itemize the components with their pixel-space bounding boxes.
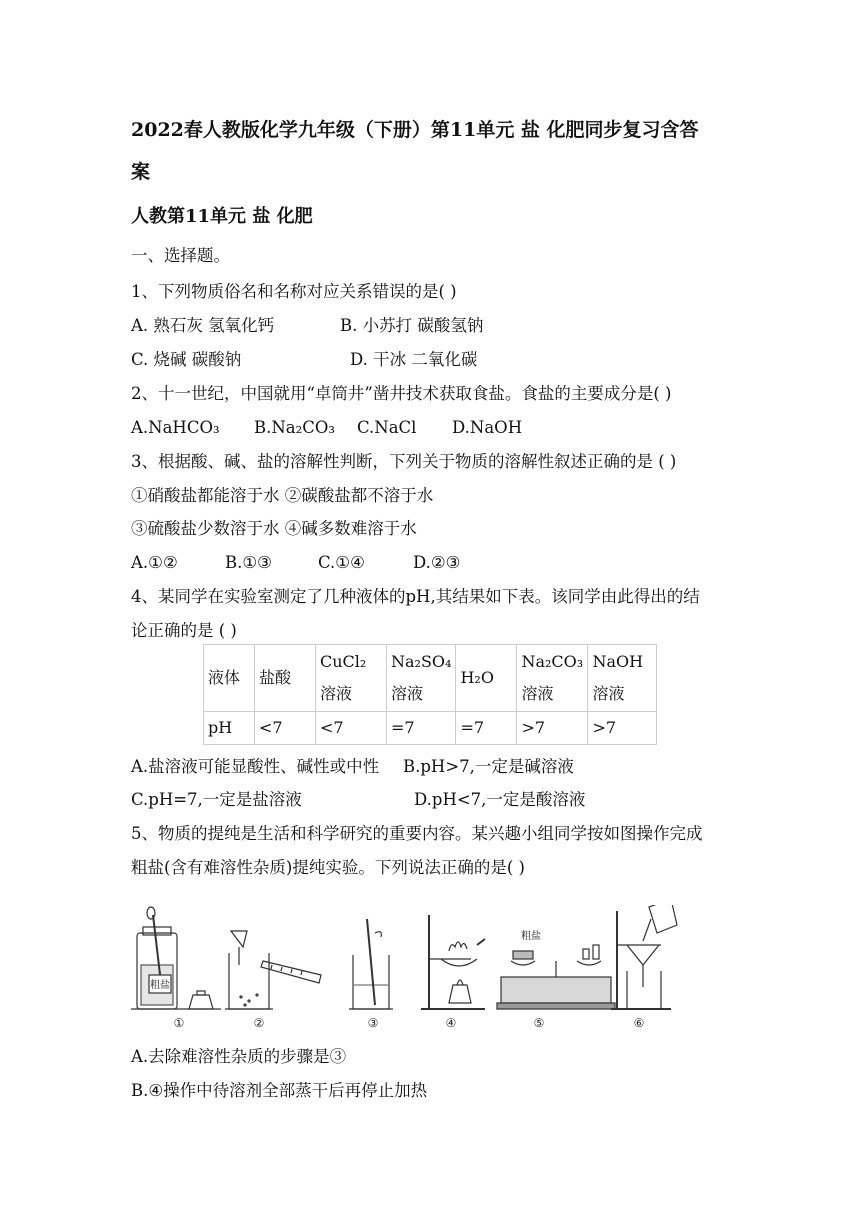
table-cell-line: 溶液 [320,684,353,703]
section-heading: 一、选择题。 [131,246,230,265]
stirring-beaker-icon [349,919,393,1009]
question-5-stem-line-1: 5、物质的提纯是生活和科学研究的重要内容。某兴趣小组同学按如图操作完成 [131,824,703,843]
question-2-stem: 2、十一世纪，中国就用“卓筒井”凿井技术获取食盐。食盐的主要成分是( ) [131,384,672,403]
figure-label-5: ⑤ [533,1016,545,1030]
question-5-option-a: A.去除难溶性杂质的步骤是③ [131,1047,347,1066]
question-4-option-a: A.盐溶液可能显酸性、碱性或中性 [131,757,380,776]
table-cell [517,645,588,712]
document-title-line-1: 2022春人教版化学九年级（下册）第11单元 盐 化肥同步复习含答 [131,119,699,141]
figure-label-3: ③ [367,1016,379,1030]
table-cell: 液体 [204,645,255,712]
question-5-stem-line-2: 粗盐(含有难溶性杂质)提纯实验。下列说法正确的是( ) [131,858,525,877]
ph-table [203,644,657,745]
question-1-option-a: A. 熟石灰 氢氧化钙 [131,316,275,335]
figure-label-1: ① [173,1016,185,1030]
question-3-option-c: C.①④ [318,553,365,572]
figure-label-6: ⑥ [633,1016,645,1030]
table-cell [316,645,387,712]
question-3-statements-1: ①硝酸盐都能溶于水 ②碳酸盐都不溶于水 [131,486,434,505]
evaporation-icon [421,915,485,1009]
table-cell: pH [204,712,255,745]
table-row [204,645,657,712]
table-cell: =7 [456,712,517,745]
filtration-icon [611,905,677,1009]
table-cell: >7 [517,712,588,745]
table-cell: H₂O [456,645,517,712]
table-cell: 盐酸 [255,645,316,712]
balance-icon [497,929,615,1009]
unit-subtitle: 人教第11单元 盐 化肥 [131,206,313,227]
question-3-option-b: B.①③ [225,553,272,572]
figure-label-4: ④ [445,1016,457,1030]
table-cell-line: Na₂SO₄ [391,652,452,671]
jar-label: 粗盐 [150,980,170,991]
reagent-jar-icon [131,907,221,1009]
table-cell: >7 [588,712,657,745]
question-4-option-c: C.pH=7,一定是盐溶液 [131,790,302,809]
question-3-stem: 3、根据酸、碱、盐的溶解性判断，下列关于物质的溶解性叙述正确的是 ( ) [131,452,677,471]
table-cell-line: 溶液 [391,684,424,703]
document-title-line-2: 案 [131,161,151,183]
question-4-stem-line-1: 4、某同学在实验室测定了几种液体的pH,其结果如下表。该同学由此得出的结 [131,587,700,606]
table-cell: <7 [255,712,316,745]
question-4-stem-line-2: 论正确的是 ( ) [131,621,237,640]
table-cell-line: CuCl₂ [320,652,367,671]
question-4-option-d: D.pH<7,一定是酸溶液 [414,790,586,809]
question-3-option-a: A.①② [131,553,178,572]
question-2-option-a: A.NaHCO₃ [131,418,220,437]
question-5-option-b: B.④操作中待溶剂全部蒸干后再停止加热 [131,1081,428,1100]
figure-label-2: ② [253,1016,265,1030]
table-cell-line: 溶液 [592,684,625,703]
table-cell [588,645,657,712]
table-cell-line: Na₂CO₃ [521,652,584,671]
table-cell: <7 [316,712,387,745]
question-1-stem: 1、下列物质俗名和名称对应关系错误的是( ) [131,282,457,301]
question-1-option-b: B. 小苏打 碳酸氢钠 [340,316,484,335]
experiment-figure [131,905,691,1035]
table-cell [387,645,456,712]
table-cell-line: NaOH [592,652,644,671]
question-1-option-d: D. 干冰 二氧化碳 [350,350,478,369]
question-3-statements-2: ③硫酸盐少数溶于水 ④碱多数难溶于水 [131,519,417,538]
question-4-option-b: B.pH>7,一定是碱溶液 [403,757,574,776]
table-row [204,712,657,745]
question-1-option-c: C. 烧碱 碳酸钠 [131,350,242,369]
table-cell-line: 溶液 [521,684,554,703]
table-cell: =7 [387,712,456,745]
question-2-option-d: D.NaOH [452,418,523,437]
question-3-option-d: D.②③ [413,553,461,572]
beaker-cylinder-icon [225,931,321,1009]
question-2-option-b: B.Na₂CO₃ [254,418,336,437]
question-2-option-c: C.NaCl [357,418,417,437]
balance-label: 粗盐 [521,931,541,942]
